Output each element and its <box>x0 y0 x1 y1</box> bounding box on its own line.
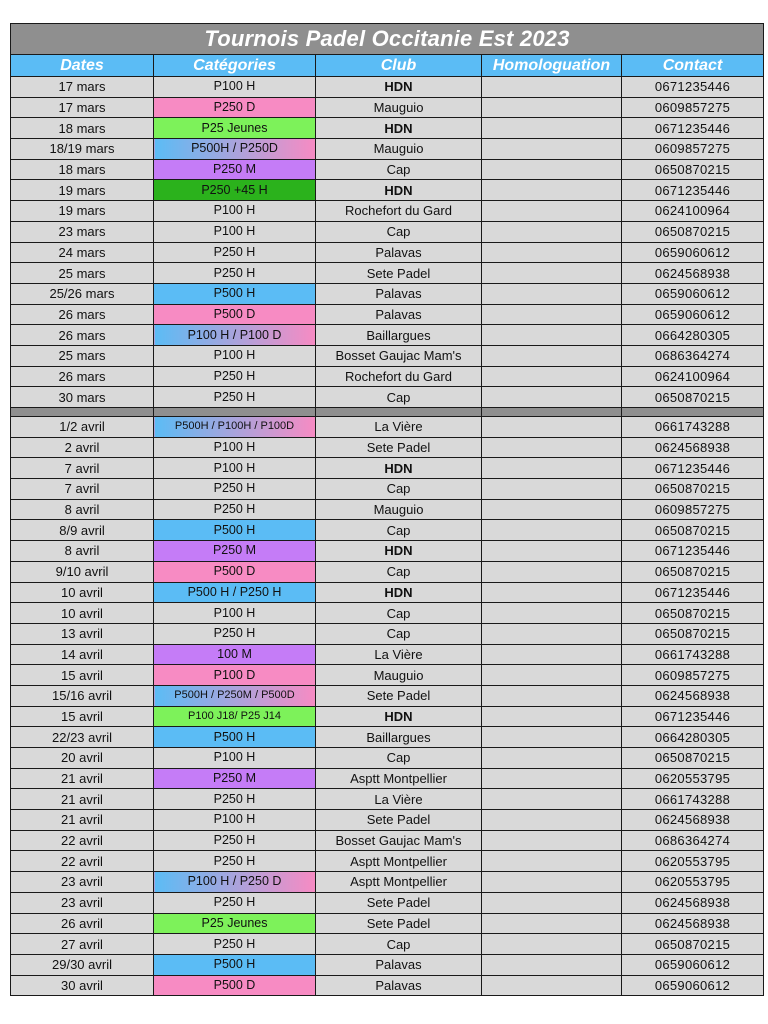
contact-cell: 0624568938 <box>622 685 764 706</box>
contact-cell: 0686364274 <box>622 830 764 851</box>
club-cell: Asptt Montpellier <box>316 872 482 893</box>
category-cell: P500H / P100H / P100D <box>154 417 316 438</box>
category-cell: P250 H <box>154 366 316 387</box>
table-row <box>11 706 764 727</box>
table-row <box>11 851 764 872</box>
date-cell: 25/26 mars <box>11 283 154 304</box>
category-cell: P100 H / P100 D <box>154 325 316 346</box>
category-cell: P100 H / P250 D <box>154 872 316 893</box>
category-cell: P100 H <box>154 221 316 242</box>
club-cell: Sete Padel <box>316 810 482 831</box>
club-cell: Palavas <box>316 975 482 996</box>
homologation-cell <box>482 345 622 366</box>
separator-cell <box>316 408 482 417</box>
date-cell: 13 avril <box>11 623 154 644</box>
date-cell: 10 avril <box>11 582 154 603</box>
club-cell: Cap <box>316 479 482 500</box>
homologation-cell <box>482 97 622 118</box>
date-cell: 18 mars <box>11 159 154 180</box>
contact-cell: 0650870215 <box>622 603 764 624</box>
date-cell: 20 avril <box>11 748 154 769</box>
contact-cell: 0671235446 <box>622 582 764 603</box>
contact-cell: 0624568938 <box>622 810 764 831</box>
club-cell: Cap <box>316 623 482 644</box>
date-cell: 8/9 avril <box>11 520 154 541</box>
table-row <box>11 913 764 934</box>
contact-cell: 0609857275 <box>622 665 764 686</box>
category-cell: P250 H <box>154 499 316 520</box>
contact-cell: 0650870215 <box>622 159 764 180</box>
date-cell: 18 mars <box>11 118 154 139</box>
club-cell: HDN <box>316 458 482 479</box>
homologation-cell <box>482 201 622 222</box>
category-cell: P250 H <box>154 830 316 851</box>
category-cell: P250 H <box>154 851 316 872</box>
date-cell: 15/16 avril <box>11 685 154 706</box>
table-row <box>11 789 764 810</box>
category-cell: P500H / P250D <box>154 139 316 160</box>
contact-cell: 0671235446 <box>622 458 764 479</box>
club-cell: Cap <box>316 748 482 769</box>
contact-cell: 0661743288 <box>622 789 764 810</box>
category-cell: P250 H <box>154 479 316 500</box>
category-cell: P250 D <box>154 97 316 118</box>
category-cell: P500 D <box>154 304 316 325</box>
date-cell: 26 mars <box>11 325 154 346</box>
club-cell: Baillargues <box>316 727 482 748</box>
homologation-cell <box>482 387 622 408</box>
table-row <box>11 892 764 913</box>
category-cell: P100 H <box>154 810 316 831</box>
club-cell: Asptt Montpellier <box>316 768 482 789</box>
contact-cell: 0671235446 <box>622 180 764 201</box>
header-contact: Contact <box>622 55 764 77</box>
date-cell: 17 mars <box>11 77 154 98</box>
date-cell: 21 avril <box>11 789 154 810</box>
club-cell: Sete Padel <box>316 685 482 706</box>
date-cell: 17 mars <box>11 97 154 118</box>
table-row <box>11 283 764 304</box>
contact-cell: 0659060612 <box>622 283 764 304</box>
table-row <box>11 582 764 603</box>
homologation-cell <box>482 180 622 201</box>
club-cell: HDN <box>316 77 482 98</box>
table-row <box>11 727 764 748</box>
table-row <box>11 180 764 201</box>
contact-cell: 0624568938 <box>622 892 764 913</box>
tournament-table <box>10 23 764 996</box>
homologation-cell <box>482 975 622 996</box>
club-cell: La Vière <box>316 417 482 438</box>
homologation-cell <box>482 159 622 180</box>
club-cell: Cap <box>316 221 482 242</box>
category-cell: P250 H <box>154 263 316 284</box>
table-row <box>11 499 764 520</box>
homologation-cell <box>482 685 622 706</box>
homologation-cell <box>482 934 622 955</box>
category-cell: P100 H <box>154 748 316 769</box>
table-row <box>11 263 764 284</box>
homologation-cell <box>482 727 622 748</box>
date-cell: 15 avril <box>11 665 154 686</box>
category-cell: P250 H <box>154 623 316 644</box>
contact-cell: 0671235446 <box>622 541 764 562</box>
contact-cell: 0624100964 <box>622 366 764 387</box>
contact-cell: 0659060612 <box>622 304 764 325</box>
table-row <box>11 623 764 644</box>
club-cell: Baillargues <box>316 325 482 346</box>
date-cell: 7 avril <box>11 458 154 479</box>
club-cell: Cap <box>316 603 482 624</box>
date-cell: 19 mars <box>11 180 154 201</box>
contact-cell: 0671235446 <box>622 77 764 98</box>
contact-cell: 0659060612 <box>622 975 764 996</box>
date-cell: 10 avril <box>11 603 154 624</box>
contact-cell: 0650870215 <box>622 934 764 955</box>
homologation-cell <box>482 242 622 263</box>
category-cell: P25 Jeunes <box>154 913 316 934</box>
category-cell: P250 H <box>154 789 316 810</box>
table-row <box>11 366 764 387</box>
club-cell: Palavas <box>316 242 482 263</box>
homologation-cell <box>482 954 622 975</box>
contact-cell: 0624568938 <box>622 437 764 458</box>
club-cell: Sete Padel <box>316 913 482 934</box>
club-cell: Cap <box>316 520 482 541</box>
date-cell: 8 avril <box>11 541 154 562</box>
separator-cell <box>11 408 154 417</box>
homologation-cell <box>482 520 622 541</box>
homologation-cell <box>482 892 622 913</box>
header-homologation: Homologuation <box>482 55 622 77</box>
contact-cell: 0659060612 <box>622 242 764 263</box>
homologation-cell <box>482 768 622 789</box>
date-cell: 25 mars <box>11 263 154 284</box>
club-cell: Rochefort du Gard <box>316 366 482 387</box>
table-row <box>11 221 764 242</box>
homologation-cell <box>482 221 622 242</box>
table-row <box>11 345 764 366</box>
contact-cell: 0650870215 <box>622 623 764 644</box>
table-row <box>11 872 764 893</box>
homologation-cell <box>482 437 622 458</box>
club-cell: HDN <box>316 541 482 562</box>
contact-cell: 0671235446 <box>622 706 764 727</box>
table-row <box>11 810 764 831</box>
contact-cell: 0650870215 <box>622 748 764 769</box>
category-cell: P500H / P250M / P500D <box>154 685 316 706</box>
table-row <box>11 325 764 346</box>
table-row <box>11 685 764 706</box>
club-cell: Bosset Gaujac Mam's <box>316 345 482 366</box>
table-row <box>11 644 764 665</box>
table-row <box>11 768 764 789</box>
homologation-cell <box>482 810 622 831</box>
contact-cell: 0624568938 <box>622 263 764 284</box>
homologation-cell <box>482 366 622 387</box>
club-cell: Cap <box>316 159 482 180</box>
table-row <box>11 458 764 479</box>
contact-cell: 0661743288 <box>622 417 764 438</box>
date-cell: 27 avril <box>11 934 154 955</box>
category-cell: P250 H <box>154 892 316 913</box>
category-cell: P500 H <box>154 727 316 748</box>
month-separator <box>11 408 764 417</box>
table-row <box>11 479 764 500</box>
contact-cell: 0620553795 <box>622 768 764 789</box>
category-cell: P500 H <box>154 283 316 304</box>
separator-cell <box>482 408 622 417</box>
category-cell: P100 H <box>154 603 316 624</box>
category-cell: P250 M <box>154 541 316 562</box>
category-cell: P100 H <box>154 458 316 479</box>
date-cell: 9/10 avril <box>11 561 154 582</box>
club-cell: La Vière <box>316 644 482 665</box>
contact-cell: 0671235446 <box>622 118 764 139</box>
contact-cell: 0659060612 <box>622 954 764 975</box>
contact-cell: 0650870215 <box>622 520 764 541</box>
table-row <box>11 304 764 325</box>
date-cell: 8 avril <box>11 499 154 520</box>
date-cell: 24 mars <box>11 242 154 263</box>
date-cell: 21 avril <box>11 810 154 831</box>
category-cell: P250 +45 H <box>154 180 316 201</box>
header-row <box>11 55 764 77</box>
club-cell: Rochefort du Gard <box>316 201 482 222</box>
homologation-cell <box>482 118 622 139</box>
category-cell: P100 D <box>154 665 316 686</box>
homologation-cell <box>482 913 622 934</box>
date-cell: 29/30 avril <box>11 954 154 975</box>
category-cell: 100 M <box>154 644 316 665</box>
separator-cell <box>622 408 764 417</box>
date-cell: 30 mars <box>11 387 154 408</box>
homologation-cell <box>482 623 622 644</box>
homologation-cell <box>482 499 622 520</box>
table-row <box>11 159 764 180</box>
contact-cell: 0620553795 <box>622 851 764 872</box>
separator-cell <box>154 408 316 417</box>
club-cell: Cap <box>316 387 482 408</box>
table-row <box>11 603 764 624</box>
date-cell: 26 avril <box>11 913 154 934</box>
contact-cell: 0664280305 <box>622 325 764 346</box>
club-cell: Sete Padel <box>316 892 482 913</box>
club-cell: HDN <box>316 118 482 139</box>
date-cell: 1/2 avril <box>11 417 154 438</box>
homologation-cell <box>482 789 622 810</box>
contact-cell: 0650870215 <box>622 387 764 408</box>
homologation-cell <box>482 582 622 603</box>
date-cell: 25 mars <box>11 345 154 366</box>
table-row <box>11 437 764 458</box>
category-cell: P100 H <box>154 437 316 458</box>
contact-cell: 0664280305 <box>622 727 764 748</box>
category-cell: P250 M <box>154 159 316 180</box>
homologation-cell <box>482 263 622 284</box>
table-row <box>11 934 764 955</box>
table-title: Tournois Padel Occitanie Est 2023 <box>11 24 764 55</box>
club-cell: Cap <box>316 934 482 955</box>
club-cell: Palavas <box>316 283 482 304</box>
homologation-cell <box>482 479 622 500</box>
contact-cell: 0650870215 <box>622 221 764 242</box>
date-cell: 22 avril <box>11 830 154 851</box>
homologation-cell <box>482 830 622 851</box>
category-cell: P500 H <box>154 520 316 541</box>
club-cell: Sete Padel <box>316 263 482 284</box>
club-cell: Mauguio <box>316 97 482 118</box>
date-cell: 14 avril <box>11 644 154 665</box>
table-row <box>11 417 764 438</box>
table-row <box>11 520 764 541</box>
category-cell: P250 M <box>154 768 316 789</box>
club-cell: La Vière <box>316 789 482 810</box>
homologation-cell <box>482 325 622 346</box>
contact-cell: 0609857275 <box>622 139 764 160</box>
header-club: Club <box>316 55 482 77</box>
category-cell: P500 H <box>154 954 316 975</box>
header-categories: Catégories <box>154 55 316 77</box>
contact-cell: 0609857275 <box>622 97 764 118</box>
date-cell: 23 avril <box>11 892 154 913</box>
club-cell: HDN <box>316 180 482 201</box>
table-row <box>11 975 764 996</box>
club-cell: Palavas <box>316 304 482 325</box>
date-cell: 7 avril <box>11 479 154 500</box>
homologation-cell <box>482 644 622 665</box>
date-cell: 19 mars <box>11 201 154 222</box>
homologation-cell <box>482 541 622 562</box>
table-row <box>11 118 764 139</box>
club-cell: Bosset Gaujac Mam's <box>316 830 482 851</box>
category-cell: P100 J18/ P25 J14 <box>154 706 316 727</box>
homologation-cell <box>482 304 622 325</box>
homologation-cell <box>482 283 622 304</box>
table-row <box>11 748 764 769</box>
category-cell: P100 H <box>154 201 316 222</box>
category-cell: P250 H <box>154 242 316 263</box>
homologation-cell <box>482 706 622 727</box>
club-cell: HDN <box>316 582 482 603</box>
table-row <box>11 387 764 408</box>
homologation-cell <box>482 748 622 769</box>
club-cell: Mauguio <box>316 139 482 160</box>
homologation-cell <box>482 417 622 438</box>
club-cell: Asptt Montpellier <box>316 851 482 872</box>
club-cell: Mauguio <box>316 665 482 686</box>
category-cell: P500 D <box>154 561 316 582</box>
date-cell: 2 avril <box>11 437 154 458</box>
category-cell: P250 H <box>154 934 316 955</box>
date-cell: 15 avril <box>11 706 154 727</box>
date-cell: 30 avril <box>11 975 154 996</box>
table-body <box>11 77 764 996</box>
category-cell: P250 H <box>154 387 316 408</box>
homologation-cell <box>482 851 622 872</box>
contact-cell: 0686364274 <box>622 345 764 366</box>
contact-cell: 0620553795 <box>622 872 764 893</box>
date-cell: 26 mars <box>11 304 154 325</box>
table-row <box>11 97 764 118</box>
club-cell: Mauguio <box>316 499 482 520</box>
homologation-cell <box>482 603 622 624</box>
contact-cell: 0650870215 <box>622 561 764 582</box>
category-cell: P25 Jeunes <box>154 118 316 139</box>
date-cell: 21 avril <box>11 768 154 789</box>
homologation-cell <box>482 77 622 98</box>
club-cell: Cap <box>316 561 482 582</box>
club-cell: HDN <box>316 706 482 727</box>
category-cell: P100 H <box>154 77 316 98</box>
table-row <box>11 830 764 851</box>
table-row <box>11 77 764 98</box>
homologation-cell <box>482 458 622 479</box>
homologation-cell <box>482 872 622 893</box>
club-cell: Palavas <box>316 954 482 975</box>
contact-cell: 0650870215 <box>622 479 764 500</box>
date-cell: 23 mars <box>11 221 154 242</box>
homologation-cell <box>482 665 622 686</box>
homologation-cell <box>482 139 622 160</box>
table-row <box>11 665 764 686</box>
homologation-cell <box>482 561 622 582</box>
date-cell: 18/19 mars <box>11 139 154 160</box>
date-cell: 26 mars <box>11 366 154 387</box>
table-row <box>11 242 764 263</box>
club-cell: Sete Padel <box>316 437 482 458</box>
contact-cell: 0624568938 <box>622 913 764 934</box>
contact-cell: 0624100964 <box>622 201 764 222</box>
header-dates: Dates <box>11 55 154 77</box>
contact-cell: 0661743288 <box>622 644 764 665</box>
table-row <box>11 139 764 160</box>
table-row <box>11 541 764 562</box>
contact-cell: 0609857275 <box>622 499 764 520</box>
table-row <box>11 201 764 222</box>
title-row <box>11 24 764 55</box>
category-cell: P100 H <box>154 345 316 366</box>
date-cell: 23 avril <box>11 872 154 893</box>
table-row <box>11 954 764 975</box>
table-row <box>11 561 764 582</box>
category-cell: P500 H / P250 H <box>154 582 316 603</box>
date-cell: 22/23 avril <box>11 727 154 748</box>
category-cell: P500 D <box>154 975 316 996</box>
date-cell: 22 avril <box>11 851 154 872</box>
